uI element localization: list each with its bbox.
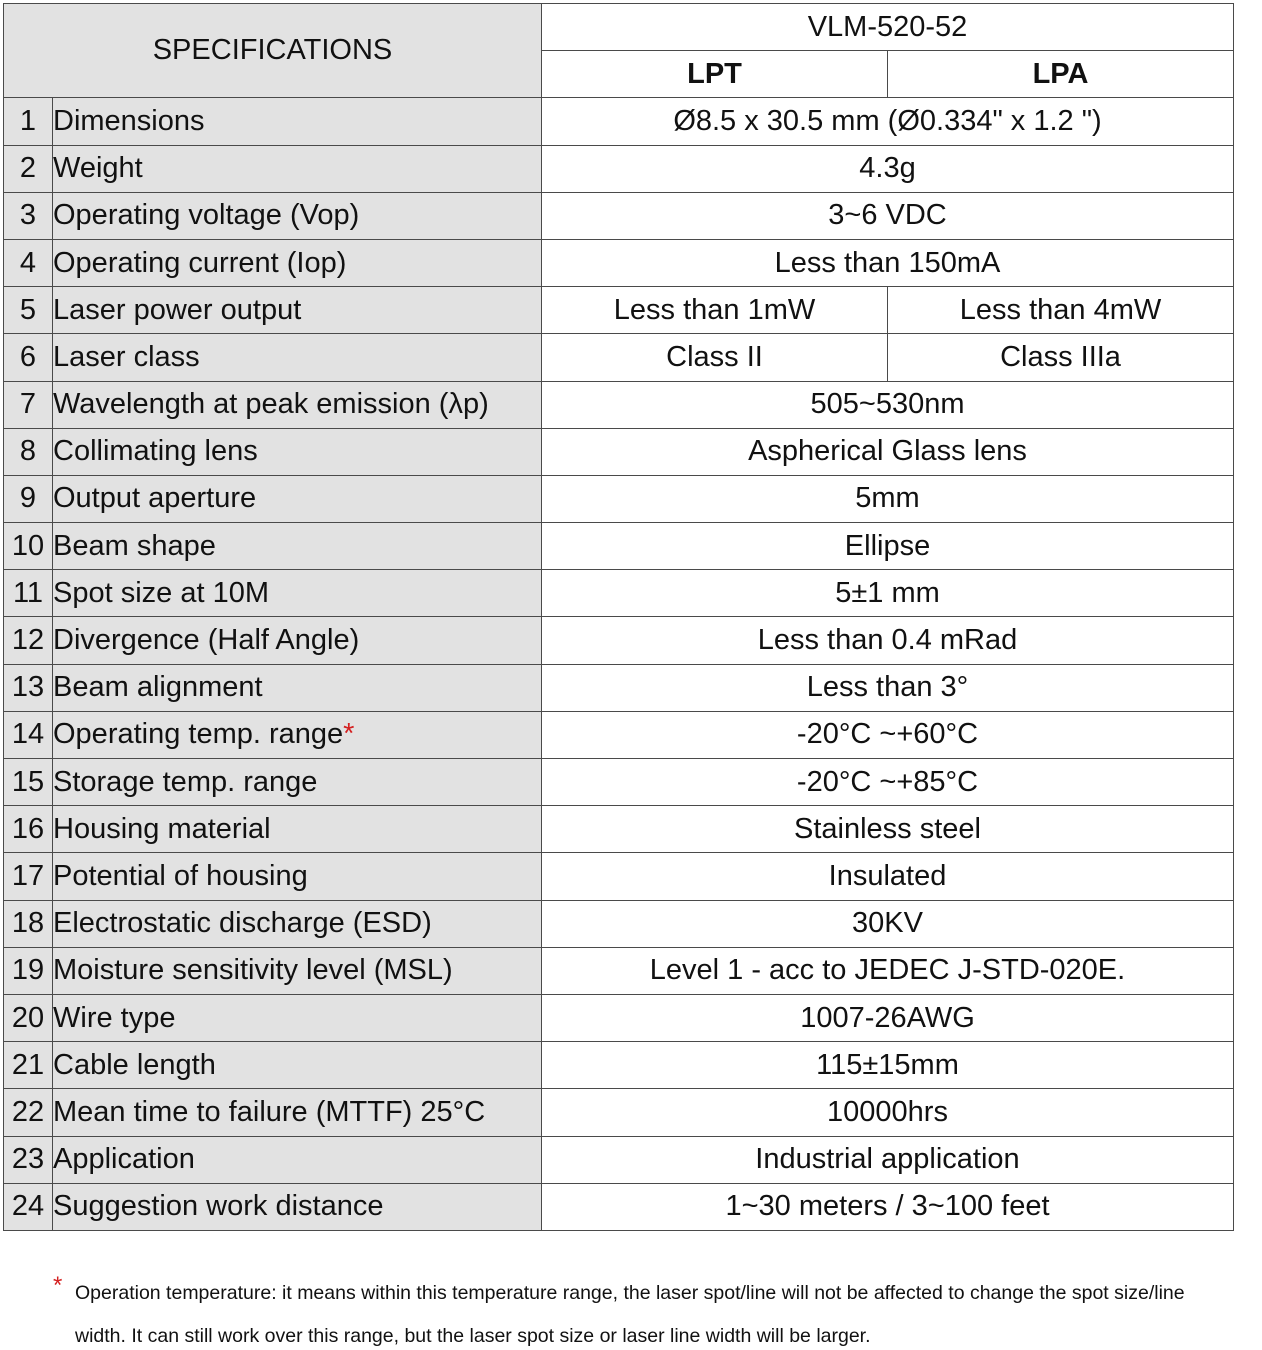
spec-name bbox=[53, 570, 542, 617]
row-number: 5 bbox=[4, 287, 53, 334]
spec-name-text: Divergence (Half Angle) bbox=[53, 624, 360, 657]
footnote-line-2: width. It can still work over this range, but the laser spot size or laser line width will be larger. bbox=[75, 1325, 871, 1347]
spec-name bbox=[53, 664, 542, 711]
spec-value: 1~30 meters / 3~100 feet bbox=[542, 1183, 1234, 1230]
spec-value-lpt: Class II bbox=[542, 334, 888, 381]
spec-value: Aspherical Glass lens bbox=[542, 428, 1234, 475]
spec-name-text: Spot size at 10M bbox=[53, 576, 269, 609]
specifications-title: SPECIFICATIONS bbox=[4, 4, 542, 98]
row-number: 3 bbox=[4, 192, 53, 239]
spec-name-text: Cable length bbox=[53, 1048, 216, 1081]
spec-name-text: Operating voltage (Vop) bbox=[53, 199, 360, 232]
spec-rows bbox=[4, 98, 1234, 1231]
table-row bbox=[4, 334, 1234, 381]
spec-name-text: Application bbox=[53, 1143, 195, 1176]
header-row-model bbox=[4, 4, 1234, 51]
spec-name-text: Suggestion work distance bbox=[53, 1190, 384, 1223]
row-number: 14 bbox=[4, 711, 53, 758]
spec-name bbox=[53, 1042, 542, 1089]
spec-value: Less than 3° bbox=[542, 664, 1234, 711]
table-row bbox=[4, 98, 1234, 145]
spec-value: Less than 150mA bbox=[542, 239, 1234, 286]
spec-name-text: Operating temp. range bbox=[53, 718, 344, 751]
row-number: 20 bbox=[4, 994, 53, 1041]
spec-value: 1007-26AWG bbox=[542, 994, 1234, 1041]
spec-value: Level 1 - acc to JEDEC J-STD-020E. bbox=[542, 947, 1234, 994]
row-number: 6 bbox=[4, 334, 53, 381]
table-row bbox=[4, 1136, 1234, 1183]
spec-name-text: Weight bbox=[53, 152, 143, 185]
model-name: VLM-520-52 bbox=[542, 4, 1234, 51]
table-row bbox=[4, 664, 1234, 711]
table-row bbox=[4, 192, 1234, 239]
spec-name bbox=[53, 145, 542, 192]
spec-value: 115±15mm bbox=[542, 1042, 1234, 1089]
spec-name bbox=[53, 806, 542, 853]
row-number: 11 bbox=[4, 570, 53, 617]
table-row bbox=[4, 1089, 1234, 1136]
spec-value: 5mm bbox=[542, 475, 1234, 522]
table-row bbox=[4, 381, 1234, 428]
row-number: 9 bbox=[4, 475, 53, 522]
spec-name bbox=[53, 239, 542, 286]
specifications-table bbox=[3, 3, 1234, 1231]
spec-value: -20°C ~+60°C bbox=[542, 711, 1234, 758]
variant-lpa: LPA bbox=[888, 51, 1234, 98]
table-row bbox=[4, 806, 1234, 853]
spec-name bbox=[53, 475, 542, 522]
spec-name bbox=[53, 98, 542, 145]
spec-value: 3~6 VDC bbox=[542, 192, 1234, 239]
spec-name bbox=[53, 1089, 542, 1136]
spec-value: -20°C ~+85°C bbox=[542, 759, 1234, 806]
spec-value: 5±1 mm bbox=[542, 570, 1234, 617]
spec-name bbox=[53, 853, 542, 900]
table-row bbox=[4, 947, 1234, 994]
spec-value: 30KV bbox=[542, 900, 1234, 947]
spec-name-text: Mean time to failure (MTTF) 25°C bbox=[53, 1095, 486, 1128]
spec-name-text: Housing material bbox=[53, 812, 271, 845]
spec-value: 10000hrs bbox=[542, 1089, 1234, 1136]
spec-name bbox=[53, 759, 542, 806]
spec-name bbox=[53, 1183, 542, 1230]
table-row bbox=[4, 853, 1234, 900]
row-number: 16 bbox=[4, 806, 53, 853]
spec-name-text: Storage temp. range bbox=[53, 765, 318, 798]
spec-name-text: Output aperture bbox=[53, 482, 257, 515]
spec-name-text: Potential of housing bbox=[53, 859, 308, 892]
spec-name-text: Collimating lens bbox=[53, 435, 258, 468]
table-row bbox=[4, 617, 1234, 664]
table-row bbox=[4, 287, 1234, 334]
row-number: 15 bbox=[4, 759, 53, 806]
spec-name-text: Wire type bbox=[53, 1001, 176, 1034]
table-row bbox=[4, 239, 1234, 286]
row-number: 8 bbox=[4, 428, 53, 475]
spec-name bbox=[53, 381, 542, 428]
table-row bbox=[4, 759, 1234, 806]
spec-name bbox=[53, 900, 542, 947]
row-number: 13 bbox=[4, 664, 53, 711]
spec-value: Industrial application bbox=[542, 1136, 1234, 1183]
table-row bbox=[4, 145, 1234, 192]
row-number: 2 bbox=[4, 145, 53, 192]
spec-name-text: Operating current (Iop) bbox=[53, 246, 347, 279]
spec-name-text: Beam alignment bbox=[53, 671, 263, 704]
table-row bbox=[4, 711, 1234, 758]
spec-value: Ø8.5 x 30.5 mm (Ø0.334" x 1.2 ") bbox=[542, 98, 1234, 145]
spec-value-lpa: Less than 4mW bbox=[888, 287, 1234, 334]
row-number: 19 bbox=[4, 947, 53, 994]
table-row bbox=[4, 1183, 1234, 1230]
row-number: 1 bbox=[4, 98, 53, 145]
spec-name-text: Dimensions bbox=[53, 104, 205, 137]
table-row bbox=[4, 1042, 1234, 1089]
table-row bbox=[4, 428, 1234, 475]
spec-value: 505~530nm bbox=[542, 381, 1234, 428]
row-number: 18 bbox=[4, 900, 53, 947]
spec-value: Insulated bbox=[542, 853, 1234, 900]
spec-name-text: Beam shape bbox=[53, 529, 216, 562]
spec-name bbox=[53, 617, 542, 664]
spec-value-lpa: Class IIIa bbox=[888, 334, 1234, 381]
row-number: 7 bbox=[4, 381, 53, 428]
row-number: 10 bbox=[4, 523, 53, 570]
spec-name bbox=[53, 711, 542, 758]
table-row bbox=[4, 475, 1234, 522]
row-number: 23 bbox=[4, 1136, 53, 1183]
spec-value: Less than 0.4 mRad bbox=[542, 617, 1234, 664]
variant-lpt: LPT bbox=[542, 51, 888, 98]
spec-name-text: Laser class bbox=[53, 340, 200, 373]
spec-name bbox=[53, 523, 542, 570]
row-number: 12 bbox=[4, 617, 53, 664]
spec-value: Ellipse bbox=[542, 523, 1234, 570]
table-row bbox=[4, 900, 1234, 947]
spec-name bbox=[53, 947, 542, 994]
spec-name-text: Laser power output bbox=[53, 293, 302, 326]
table-row bbox=[4, 523, 1234, 570]
footnote-marker: * bbox=[343, 718, 355, 751]
spec-name bbox=[53, 287, 542, 334]
row-number: 22 bbox=[4, 1089, 53, 1136]
spec-value: 4.3g bbox=[542, 145, 1234, 192]
spec-name-text: Moisture sensitivity level (MSL) bbox=[53, 954, 453, 987]
spec-name bbox=[53, 192, 542, 239]
spec-name-text: Electrostatic discharge (ESD) bbox=[53, 907, 432, 940]
spec-name bbox=[53, 428, 542, 475]
spec-name bbox=[53, 994, 542, 1041]
spec-name bbox=[53, 334, 542, 381]
spec-value: Stainless steel bbox=[542, 806, 1234, 853]
row-number: 4 bbox=[4, 239, 53, 286]
table-row bbox=[4, 570, 1234, 617]
spec-name bbox=[53, 1136, 542, 1183]
row-number: 17 bbox=[4, 853, 53, 900]
table-row bbox=[4, 994, 1234, 1041]
footnote-asterisk: * bbox=[53, 1272, 63, 1299]
spec-name-text: Wavelength at peak emission (λp) bbox=[53, 388, 489, 421]
row-number: 21 bbox=[4, 1042, 53, 1089]
footnote-line-1: Operation temperature: it means within this temperature range, the laser spot/line will not be affected to change the spot size/line bbox=[75, 1282, 1185, 1304]
row-number: 24 bbox=[4, 1183, 53, 1230]
spec-value-lpt: Less than 1mW bbox=[542, 287, 888, 334]
